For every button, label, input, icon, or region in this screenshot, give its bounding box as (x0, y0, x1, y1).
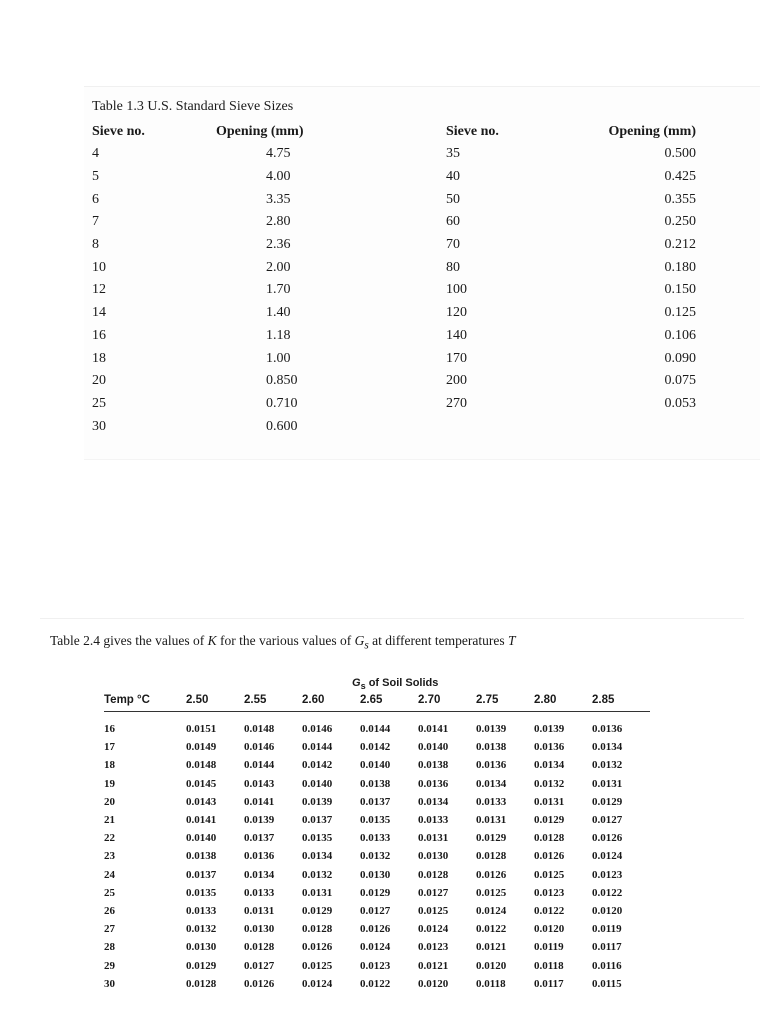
k-cell-value: 0.0124 (302, 977, 333, 990)
k-cell-value: 0.0117 (534, 977, 564, 990)
sieve-cell-opening-right: 0.180 (664, 259, 696, 275)
k-cell-value: 0.0119 (592, 923, 622, 936)
k-table-row (104, 793, 650, 811)
sieve-cell-sieve-no-right: 50 (446, 191, 460, 207)
k-table-header-row (104, 689, 650, 712)
k-cell-value: 0.0129 (302, 904, 333, 917)
sieve-table-row (92, 325, 696, 348)
caption-gs-symbol: G (354, 633, 365, 648)
k-cell-value: 0.0126 (302, 941, 333, 954)
k-cell-value: 0.0120 (534, 923, 565, 936)
super-header-rest: of Soil Solids (365, 677, 439, 689)
k-cell-value: 0.0134 (476, 777, 507, 790)
k-table-row (104, 866, 650, 884)
k-cell-temp: 27 (104, 923, 115, 936)
k-header-gs-5: 2.75 (476, 689, 534, 712)
k-cell-value: 0.0128 (534, 832, 565, 845)
caption-text-mid: for the various values of (216, 633, 355, 648)
k-values-table (104, 689, 650, 993)
sieve-table-row (92, 166, 696, 189)
sieve-table-row (92, 370, 696, 393)
sieve-header-sieve-no-right: Sieve no. (446, 124, 499, 139)
sieve-cell-sieve-no-left: 14 (92, 305, 106, 321)
sieve-cell-sieve-no-right: 140 (446, 327, 467, 343)
k-cell-value: 0.0118 (534, 959, 564, 972)
k-cell-temp: 28 (104, 941, 115, 954)
k-cell-value: 0.0134 (244, 868, 275, 881)
sieve-cell-sieve-no-left: 12 (92, 282, 106, 298)
k-cell-value: 0.0138 (476, 741, 507, 754)
k-cell-value: 0.0142 (302, 759, 333, 772)
sieve-cell-sieve-no-right: 40 (446, 169, 460, 185)
sieve-cell-sieve-no-right: 200 (446, 373, 467, 389)
k-header-gs-0: 2.50 (186, 689, 244, 712)
k-cell-value: 0.0124 (418, 923, 449, 936)
sieve-cell-opening-left: 1.40 (266, 305, 291, 321)
k-cell-value: 0.0131 (592, 777, 623, 790)
k-cell-temp: 25 (104, 886, 115, 899)
k-cell-value: 0.0146 (244, 741, 275, 754)
k-cell-value: 0.0120 (592, 904, 623, 917)
k-cell-value: 0.0124 (592, 850, 623, 863)
k-cell-value: 0.0127 (592, 814, 623, 827)
caption-k-symbol: K (207, 633, 217, 648)
k-cell-value: 0.0117 (592, 941, 622, 954)
sieve-cell-sieve-no-left: 16 (92, 327, 106, 343)
k-cell-value: 0.0146 (302, 723, 333, 736)
sieve-size-table-section (84, 86, 760, 460)
sieve-table-row (92, 302, 696, 325)
k-cell-value: 0.0128 (302, 923, 333, 936)
k-cell-value: 0.0134 (418, 795, 449, 808)
k-cell-value: 0.0125 (418, 904, 449, 917)
k-cell-value: 0.0139 (244, 814, 275, 827)
sieve-cell-sieve-no-left: 8 (92, 237, 99, 253)
sieve-cell-sieve-no-right: 60 (446, 214, 460, 230)
k-cell-value: 0.0134 (592, 741, 623, 754)
k-cell-value: 0.0129 (186, 959, 217, 972)
k-cell-value: 0.0124 (476, 904, 507, 917)
sieve-table-body (92, 143, 696, 438)
sieve-table-header-row (92, 121, 696, 143)
k-cell-temp: 17 (104, 741, 115, 754)
k-cell-value: 0.0126 (592, 832, 623, 845)
k-cell-value: 0.0125 (476, 886, 507, 899)
sieve-cell-opening-left: 3.35 (266, 191, 291, 207)
k-cell-value: 0.0143 (186, 795, 217, 808)
k-cell-value: 0.0139 (476, 723, 507, 736)
k-cell-value: 0.0132 (534, 777, 565, 790)
k-header-gs-6: 2.80 (534, 689, 592, 712)
k-cell-temp: 22 (104, 832, 115, 845)
k-cell-value: 0.0123 (418, 941, 449, 954)
k-cell-value: 0.0137 (302, 814, 333, 827)
k-table-row (104, 956, 650, 974)
k-cell-value: 0.0141 (418, 723, 449, 736)
k-cell-value: 0.0115 (592, 977, 622, 990)
super-header-sub: s (360, 681, 366, 692)
k-cell-value: 0.0138 (360, 777, 391, 790)
sieve-cell-opening-right: 0.075 (664, 373, 696, 389)
k-cell-value: 0.0131 (244, 904, 275, 917)
k-cell-value: 0.0139 (534, 723, 565, 736)
sieve-table-row (92, 256, 696, 279)
k-cell-value: 0.0140 (186, 832, 217, 845)
k-cell-value: 0.0126 (360, 923, 391, 936)
sieve-table-row (92, 143, 696, 166)
sieve-cell-sieve-no-right: 70 (446, 237, 460, 253)
sieve-table-title: Table 1.3 U.S. Standard Sieve Sizes (92, 99, 294, 114)
sieve-table-row (92, 279, 696, 302)
k-cell-value: 0.0131 (476, 814, 507, 827)
k-table-row (104, 938, 650, 956)
k-table-row (104, 829, 650, 847)
k-cell-value: 0.0128 (418, 868, 449, 881)
k-cell-value: 0.0133 (360, 832, 391, 845)
sieve-cell-opening-right (596, 415, 696, 438)
k-cell-value: 0.0134 (534, 759, 565, 772)
sieve-cell-sieve-no-left: 4 (92, 146, 99, 162)
sieve-size-table (92, 121, 696, 438)
sieve-cell-sieve-no-left: 6 (92, 191, 99, 207)
sieve-cell-opening-left: 4.75 (266, 146, 291, 162)
k-cell-value: 0.0137 (360, 795, 391, 808)
k-cell-value: 0.0133 (476, 795, 507, 808)
sieve-cell-opening-left: 4.00 (266, 169, 291, 185)
k-table-row (104, 975, 650, 993)
k-cell-value: 0.0126 (534, 850, 565, 863)
k-cell-temp: 20 (104, 795, 115, 808)
k-cell-value: 0.0120 (476, 959, 507, 972)
k-cell-value: 0.0136 (534, 741, 565, 754)
k-table-row (104, 902, 650, 920)
k-cell-value: 0.0133 (244, 886, 275, 899)
sieve-cell-opening-left: 2.36 (266, 237, 291, 253)
sieve-table-row (92, 415, 696, 438)
sieve-cell-opening-left: 0.850 (266, 373, 298, 389)
k-cell-value: 0.0128 (476, 850, 507, 863)
k-cell-value: 0.0130 (186, 941, 217, 954)
super-header-g: G (352, 677, 361, 689)
k-cell-value: 0.0131 (302, 886, 333, 899)
sieve-cell-opening-right: 0.425 (664, 169, 696, 185)
k-cell-value: 0.0122 (534, 904, 565, 917)
k-cell-value: 0.0140 (302, 777, 333, 790)
k-cell-temp: 24 (104, 868, 115, 881)
sieve-cell-opening-left: 2.80 (266, 214, 291, 230)
k-cell-value: 0.0148 (244, 723, 275, 736)
sieve-cell-opening-right: 0.500 (664, 146, 696, 162)
sieve-cell-sieve-no-right: 100 (446, 282, 467, 298)
k-values-table-section (40, 618, 744, 1019)
k-cell-value: 0.0130 (360, 868, 391, 881)
sieve-cell-opening-right: 0.090 (664, 350, 696, 366)
k-cell-value: 0.0139 (302, 795, 333, 808)
k-cell-value: 0.0119 (534, 941, 564, 954)
sieve-cell-sieve-no-left: 5 (92, 169, 99, 185)
sieve-cell-sieve-no-left: 25 (92, 395, 106, 411)
k-table-row (104, 811, 650, 829)
k-cell-value: 0.0133 (418, 814, 449, 827)
k-cell-value: 0.0141 (186, 814, 217, 827)
k-cell-value: 0.0140 (360, 759, 391, 772)
sieve-header-opening-right: Opening (mm) (608, 124, 696, 139)
k-cell-value: 0.0127 (244, 959, 275, 972)
sieve-table-row (92, 188, 696, 211)
k-cell-value: 0.0132 (360, 850, 391, 863)
k-cell-value: 0.0123 (360, 959, 391, 972)
k-cell-value: 0.0125 (534, 868, 565, 881)
k-cell-value: 0.0131 (418, 832, 449, 845)
k-cell-value: 0.0121 (418, 959, 449, 972)
sieve-cell-opening-left: 1.00 (266, 350, 291, 366)
k-cell-value: 0.0136 (592, 723, 623, 736)
k-cell-value: 0.0136 (476, 759, 507, 772)
k-cell-value: 0.0129 (592, 795, 623, 808)
k-table-row (104, 884, 650, 902)
k-cell-value: 0.0129 (360, 886, 391, 899)
caption-text-suffix: at different temperatures (368, 633, 508, 648)
k-cell-value: 0.0132 (592, 759, 623, 772)
k-cell-value: 0.0124 (360, 941, 391, 954)
k-cell-value: 0.0145 (186, 777, 217, 790)
k-cell-value: 0.0132 (186, 923, 217, 936)
sieve-cell-opening-right: 0.212 (664, 237, 696, 253)
sieve-cell-sieve-no-left: 18 (92, 350, 106, 366)
k-cell-value: 0.0126 (244, 977, 275, 990)
k-cell-value: 0.0128 (186, 977, 217, 990)
k-cell-value: 0.0122 (360, 977, 391, 990)
k-cell-temp: 29 (104, 959, 115, 972)
k-cell-value: 0.0127 (418, 886, 449, 899)
k-cell-value: 0.0144 (302, 741, 333, 754)
sieve-header-opening-left: Opening (mm) (216, 124, 304, 139)
k-cell-temp: 19 (104, 777, 115, 790)
k-cell-value: 0.0123 (592, 868, 623, 881)
k-table-row (104, 775, 650, 793)
k-cell-value: 0.0125 (302, 959, 333, 972)
k-cell-value: 0.0144 (360, 723, 391, 736)
k-cell-value: 0.0129 (476, 832, 507, 845)
sieve-cell-sieve-no-left: 30 (92, 418, 106, 434)
k-cell-value: 0.0151 (186, 723, 217, 736)
k-header-temp: Temp °C (104, 689, 186, 712)
k-cell-value: 0.0140 (418, 741, 449, 754)
sieve-header-sieve-no-left: Sieve no. (92, 124, 145, 139)
k-cell-value: 0.0126 (476, 868, 507, 881)
k-cell-value: 0.0137 (244, 832, 275, 845)
sieve-cell-sieve-no-right: 120 (446, 305, 467, 321)
k-cell-value: 0.0135 (186, 886, 217, 899)
sieve-cell-opening-left: 1.18 (266, 327, 291, 343)
k-cell-value: 0.0132 (302, 868, 333, 881)
sieve-table-row (92, 347, 696, 370)
k-table-body (104, 712, 650, 993)
sieve-cell-opening-left: 1.70 (266, 282, 291, 298)
k-cell-value: 0.0129 (534, 814, 565, 827)
k-header-gs-2: 2.60 (302, 689, 360, 712)
k-cell-value: 0.0149 (186, 741, 217, 754)
k-table-caption (50, 633, 515, 652)
sieve-table-row (92, 211, 696, 234)
k-cell-value: 0.0127 (360, 904, 391, 917)
sieve-cell-sieve-no-right: 270 (446, 395, 467, 411)
k-cell-value: 0.0144 (244, 759, 275, 772)
k-cell-value: 0.0116 (592, 959, 622, 972)
k-table-row (104, 712, 650, 739)
k-cell-temp: 26 (104, 904, 115, 917)
sieve-cell-opening-left: 0.710 (266, 395, 298, 411)
k-header-gs-3: 2.65 (360, 689, 418, 712)
k-header-gs-4: 2.70 (418, 689, 476, 712)
k-table-row (104, 847, 650, 865)
k-table-row (104, 738, 650, 756)
k-cell-temp: 18 (104, 759, 115, 772)
k-cell-value: 0.0135 (302, 832, 333, 845)
k-header-gs-1: 2.55 (244, 689, 302, 712)
k-cell-value: 0.0148 (186, 759, 217, 772)
k-cell-value: 0.0122 (592, 886, 623, 899)
sieve-table-row (92, 234, 696, 257)
sieve-cell-sieve-no-right: 35 (446, 146, 460, 162)
k-cell-temp: 21 (104, 814, 115, 827)
sieve-cell-sieve-no-left: 7 (92, 214, 99, 230)
sieve-cell-sieve-no-left: 10 (92, 259, 106, 275)
sieve-cell-opening-right: 0.355 (664, 191, 696, 207)
sieve-cell-opening-left: 0.600 (266, 418, 298, 434)
k-cell-value: 0.0143 (244, 777, 275, 790)
k-cell-value: 0.0130 (244, 923, 275, 936)
sieve-cell-opening-right: 0.053 (664, 395, 696, 411)
k-cell-value: 0.0138 (186, 850, 217, 863)
caption-gs-subscript: s (364, 639, 369, 652)
k-cell-value: 0.0131 (534, 795, 565, 808)
sieve-cell-opening-left: 2.00 (266, 259, 291, 275)
k-cell-value: 0.0123 (534, 886, 565, 899)
k-table-row (104, 920, 650, 938)
k-cell-value: 0.0121 (476, 941, 507, 954)
caption-t-symbol: T (507, 633, 516, 648)
k-cell-value: 0.0134 (302, 850, 333, 863)
k-header-gs-7: 2.85 (592, 689, 650, 712)
k-cell-value: 0.0130 (418, 850, 449, 863)
k-cell-value: 0.0142 (360, 741, 391, 754)
k-cell-value: 0.0133 (186, 904, 217, 917)
k-table-row (104, 756, 650, 774)
k-cell-value: 0.0118 (476, 977, 506, 990)
sieve-cell-sieve-no-left: 20 (92, 373, 106, 389)
sieve-cell-sieve-no-right (342, 415, 596, 438)
k-cell-value: 0.0141 (244, 795, 275, 808)
sieve-cell-sieve-no-right: 80 (446, 259, 460, 275)
k-cell-value: 0.0128 (244, 941, 275, 954)
k-cell-value: 0.0138 (418, 759, 449, 772)
k-cell-value: 0.0120 (418, 977, 449, 990)
sieve-cell-opening-right: 0.250 (664, 214, 696, 230)
sieve-cell-opening-right: 0.150 (664, 282, 696, 298)
sieve-cell-opening-right: 0.106 (664, 327, 696, 343)
k-cell-value: 0.0136 (244, 850, 275, 863)
k-cell-value: 0.0136 (418, 777, 449, 790)
k-cell-value: 0.0135 (360, 814, 391, 827)
k-cell-temp: 16 (104, 723, 115, 736)
k-cell-value: 0.0137 (186, 868, 217, 881)
k-cell-temp: 23 (104, 850, 115, 863)
caption-text-prefix: Table 2.4 gives the values of (50, 633, 208, 648)
sieve-cell-opening-right: 0.125 (664, 305, 696, 321)
sieve-cell-sieve-no-right: 170 (446, 350, 467, 366)
sieve-table-row (92, 393, 696, 416)
k-cell-temp: 30 (104, 977, 115, 990)
k-cell-value: 0.0122 (476, 923, 507, 936)
